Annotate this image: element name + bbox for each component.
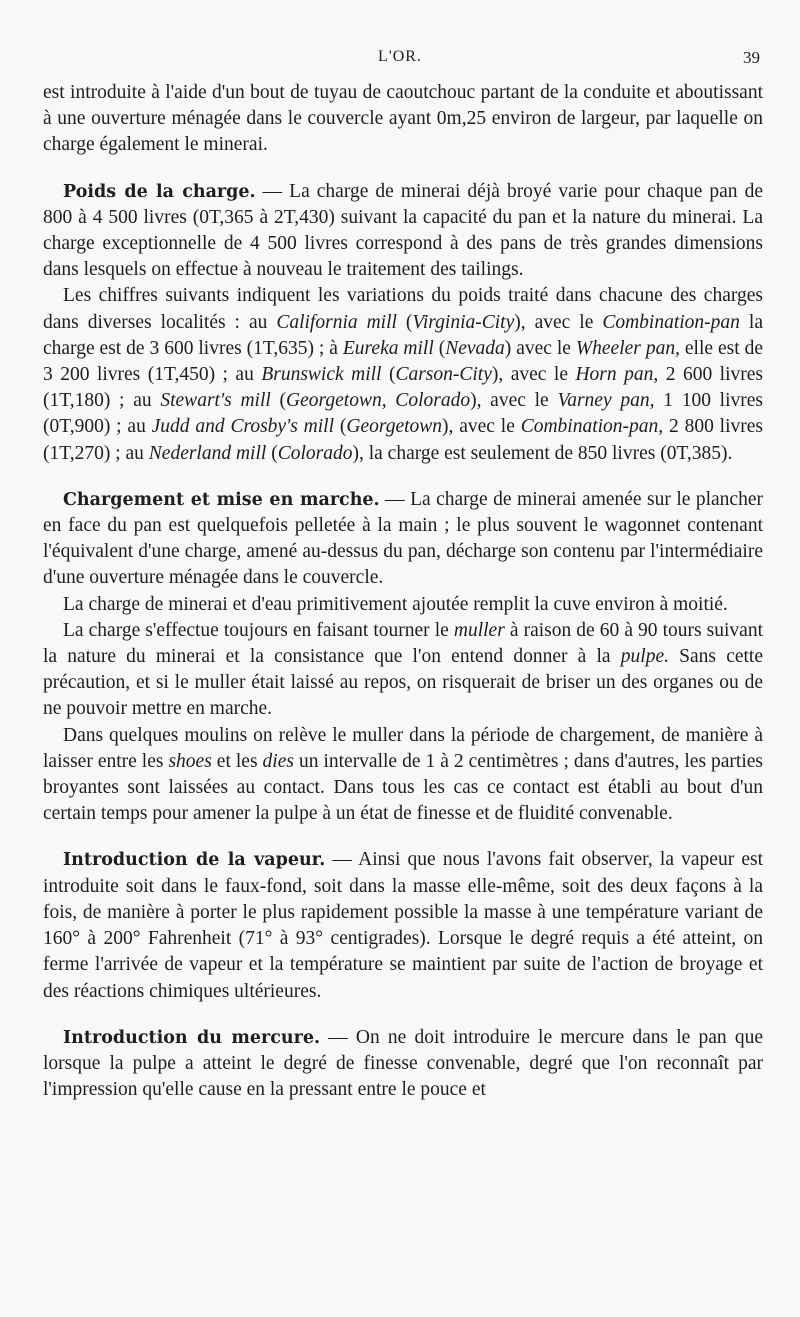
section-heading: Introduction de la vapeur. <box>63 850 326 871</box>
section-heading: Poids de la charge. <box>63 181 256 202</box>
section-text: — La charge de minerai amenée sur le plancher en face du pan est quelquefois pelletée à la main ; le plus souvent le wagonnet contenant l'équivalent d'une charge, amené au-dessus du pan, décharge son contenu par l'intermédiaire d'une ouverture ménagée dans le couvercle. <box>43 488 763 589</box>
paragraph-charge-eau: La charge de minerai et d'eau primitivement ajoutée remplit la cuve environ à moitié. <box>63 593 728 615</box>
paragraph-continuation: est introduite à l'aide d'un bout de tuyau de caoutchouc partant de la conduite et aboutissant à une ouverture ménagée dans le couvercle ayant 0m,25 environ de largeur, par laquelle on charge également le minerai. <box>43 82 763 156</box>
paragraph-moulins: Dans quelques moulins on relève le muller dans la période de chargement, de manière à laisser entre les shoes et les dies un intervalle de 1 à 2 centimètres ; dans d'autres, les parties broyantes sont laissées au contact. Dans tous les cas ce contact est établi au bout d'un certain temps pour amener la pulpe à un état de finesse et de fluidité convenable. <box>43 724 764 825</box>
paragraph-muller: La charge s'effectue toujours en faisant tourner le muller à raison de 60 à 90 tours suivant la nature du minerai et la consistance que l'on entend donner à la pulpe. Sans cette précaution, et si le muller était laissé au repos, on risquerait de briser un des organes ou de ne pouvoir mettre en marche. <box>43 619 764 720</box>
body-text <box>43 80 763 1103</box>
running-head <box>0 48 800 72</box>
section-poids-de-la-charge <box>43 179 763 284</box>
section-text: — Ainsi que nous l'avons fait observer, la vapeur est introduite soit dans le faux-fond, soit dans la masse elle-même, soit des deux façons à la fois, de manière à porter le plus rapidement possible la masse à une température variant de 160° à 200° Fahrenheit (71° à 93° centigrades). Lorsque le degré requis a été atteint, on ferme l'arrivée de vapeur et la température se maintient par suite de l'action de broyage et des réactions chimiques ultérieures. <box>43 849 763 1002</box>
section-text: — On ne doit introduire le mercure dans le pan que lorsque la pulpe a atteint le degré de finesse convenable, degré que l'on reconnaît par l'impression qu'elle cause en la pressant entre le pouce et <box>43 1026 763 1101</box>
section-introduction-vapeur <box>43 847 763 1004</box>
section-text: — La charge de minerai déjà broyé varie pour chaque pan de 800 à 4 500 livres (0T,365 à 2T,430) suivant la capacité du pan et la nature du minerai. La charge exceptionnelle de 4 500 livres correspond à des pans de très grandes dimensions dans lesquels on effectue à nouveau le traitement des tailings. <box>43 180 763 281</box>
paragraph-chiffres: Les chiffres suivants indiquent les variations du poids traité dans chacune des charges dans diverses localités : au California mill (Virginia-City), avec le Combination-pan la charge est de 3 600 livres (1T,635) ; à Eureka mill (Nevada) avec le Wheeler pan, elle est de 3 200 livres (1T,450) ; au Brunswick mill (Carson-City), avec le Horn pan, 2 600 livres (1T,180) ; au Stewart's mill (Georgetown, Colorado), avec le Varney pan, 1 100 livres (0T,900) ; au Judd and Crosby's mill (Georgetown), avec le Combination-pan, 2 800 livres (1T,270) ; au Nederland mill (Colorado), la charge est seulement de 850 livres (0T,385). <box>43 285 763 464</box>
section-chargement <box>43 487 763 592</box>
section-heading: Introduction du mercure. <box>63 1027 321 1048</box>
section-introduction-mercure <box>43 1025 763 1104</box>
page-number: 39 <box>743 48 760 67</box>
section-heading: Chargement et mise en marche. <box>63 489 380 510</box>
running-title: L'OR. <box>378 48 422 65</box>
